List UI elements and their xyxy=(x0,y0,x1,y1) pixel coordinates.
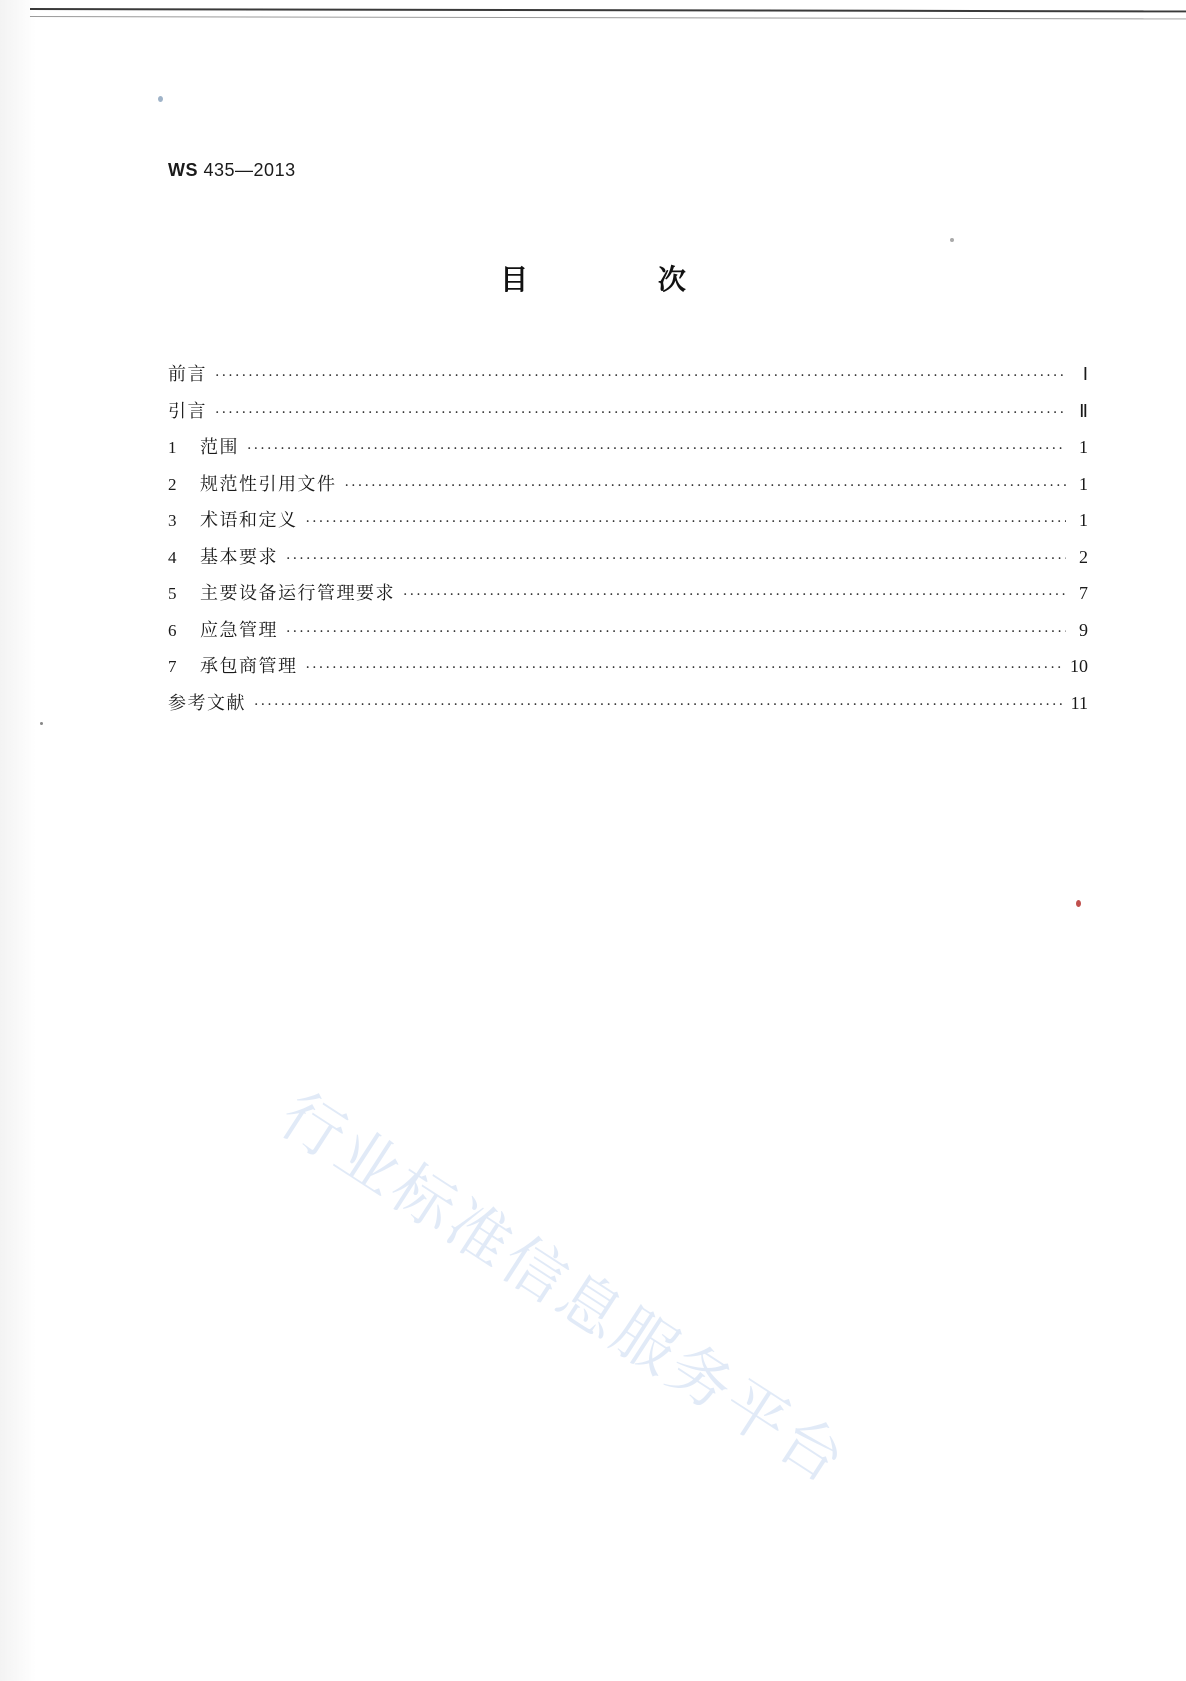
toc-entry[interactable] xyxy=(168,356,1088,393)
toc-entry-number: 4 xyxy=(168,547,177,567)
toc-leader-dots xyxy=(345,468,1067,505)
toc-title: 目 次 xyxy=(500,263,746,296)
toc-entry-label: 范围 xyxy=(200,437,239,458)
toc-entry-page: 1 xyxy=(1079,437,1088,457)
toc-entry-page: 2 xyxy=(1079,546,1088,567)
document-code-prefix: WS xyxy=(168,160,198,180)
toc-leader-dots xyxy=(403,577,1066,614)
toc-leader-dots xyxy=(306,650,1065,687)
scan-speck xyxy=(40,722,43,725)
document-code xyxy=(168,160,296,181)
toc-entry-number: 1 xyxy=(168,438,177,457)
toc-entry-page: Ⅱ xyxy=(1079,400,1088,421)
scan-left-shade xyxy=(0,0,36,1681)
document-code-number: 435—2013 xyxy=(203,160,296,180)
toc-entry-label: 术语和定义 xyxy=(200,510,298,531)
toc-entry-page: 11 xyxy=(1070,692,1088,713)
toc-entry[interactable] xyxy=(168,539,1088,576)
toc-entry[interactable] xyxy=(168,612,1088,649)
toc-entry-page: 7 xyxy=(1079,583,1088,603)
toc-entry-page: 1 xyxy=(1079,473,1088,494)
toc-entry-number: 2 xyxy=(168,474,177,494)
toc-entry[interactable] xyxy=(168,466,1088,503)
toc-entry-page: Ⅰ xyxy=(1082,364,1088,384)
toc-entry[interactable] xyxy=(168,648,1088,685)
toc-entry-label: 前言 xyxy=(168,364,207,385)
scan-speck xyxy=(158,96,163,102)
toc-leader-dots xyxy=(306,504,1067,541)
scan-speck xyxy=(950,238,954,242)
toc-entry-page: 1 xyxy=(1079,510,1088,530)
toc-entry-page: 9 xyxy=(1079,619,1088,640)
toc-entry-number: 6 xyxy=(168,620,177,640)
toc-entry-label: 应急管理 xyxy=(200,619,278,641)
toc-entry-number: 7 xyxy=(168,657,177,676)
toc-entry-label: 参考文献 xyxy=(168,692,246,714)
scan-top-edge xyxy=(30,8,1186,19)
toc-entry-label: 主要设备运行管理要求 xyxy=(200,583,395,604)
toc-entry[interactable] xyxy=(168,393,1088,430)
toc-entry-page: 10 xyxy=(1070,656,1088,676)
toc-leader-dots xyxy=(215,395,1066,432)
toc-entry[interactable] xyxy=(168,685,1088,722)
toc-entry-label: 规范性引用文件 xyxy=(200,473,337,495)
toc-entry[interactable] xyxy=(168,575,1088,612)
scan-speck xyxy=(1076,900,1081,907)
toc-entry-label: 基本要求 xyxy=(200,546,278,568)
toc-entry[interactable] xyxy=(168,502,1088,539)
toc-leader-dots xyxy=(286,541,1066,578)
toc-leader-dots xyxy=(247,431,1066,468)
toc-entry-number: 5 xyxy=(168,584,177,603)
toc-leader-dots xyxy=(286,614,1066,651)
toc-entry-label: 承包商管理 xyxy=(200,656,298,677)
watermark: 行业标准信息服务平台 xyxy=(267,1078,861,1499)
table-of-contents xyxy=(168,356,1088,721)
toc-entry-number: 3 xyxy=(168,511,177,530)
toc-leader-dots xyxy=(215,358,1066,395)
toc-leader-dots xyxy=(254,687,1065,724)
toc-entry[interactable] xyxy=(168,429,1088,466)
toc-entry-label: 引言 xyxy=(168,400,207,422)
